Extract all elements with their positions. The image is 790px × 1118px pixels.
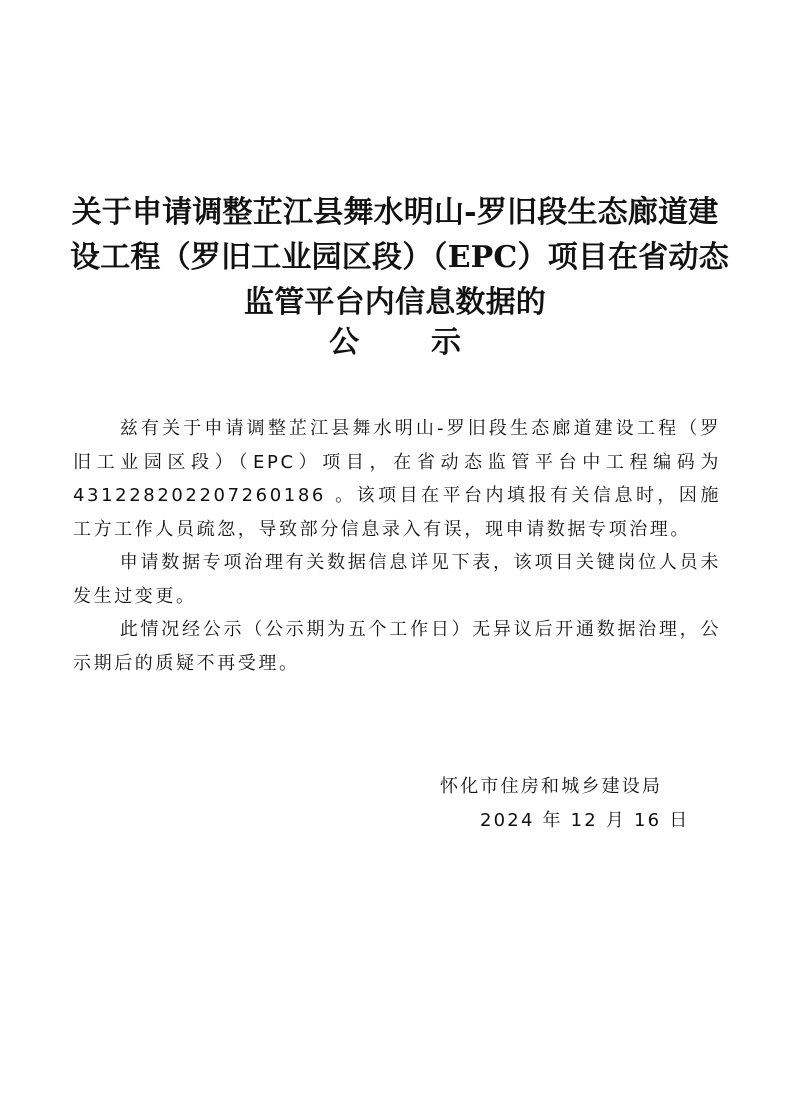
notice-body xyxy=(73,412,721,680)
title-line-3: 监管平台内信息数据的 xyxy=(244,285,546,320)
notice-heading xyxy=(0,323,790,363)
signature-block xyxy=(440,770,689,838)
title-line-2: 设工程（罗旧工业园区段）（EPC）项目在省动态 xyxy=(70,240,729,275)
notice-heading-char-1: 公 xyxy=(329,325,359,360)
document-title xyxy=(70,190,729,325)
notice-heading-char-2: 示 xyxy=(431,325,461,360)
body-paragraph-2: 申请数据专项治理有关数据信息详见下表，该项目关键岗位人员未发生过变更。 xyxy=(73,552,721,607)
body-paragraph-1: 兹有关于申请调整芷江县舞水明山-罗旧段生态廊道建设工程（罗旧工业园区段）（EPC）项目，在省动态监管平台中工程编码为431228202207260186 。该项目在平台内填报有关信息时，因施工方工作人员疏忽，导致部分信息录入有误，现申请数据专项治理。 xyxy=(73,418,721,540)
body-paragraph-3: 此情况经公示（公示期为五个工作日）无异议后开通数据治理，公示期后的质疑不再受理。 xyxy=(73,619,721,674)
issue-date: 2024 年 12 月 16 日 xyxy=(480,810,690,831)
title-line-1: 关于申请调整芷江县舞水明山-罗旧段生态廊道建 xyxy=(71,195,719,230)
issuing-organization: 怀化市住房和城乡建设局 xyxy=(440,776,663,797)
